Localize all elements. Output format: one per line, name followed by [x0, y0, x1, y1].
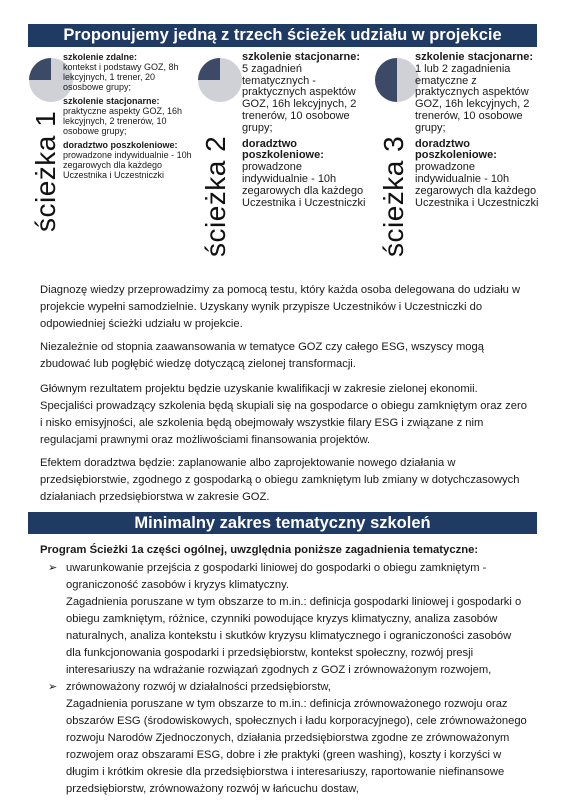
block-title: doradztwo poszkoleniowe:: [242, 137, 324, 162]
path-1-description: [63, 52, 198, 184]
block-title: doradztwo poszkoleniowe:: [415, 137, 497, 162]
top-section-header: Proponujemy jedną z trzech ścieżek udziału w projekcie: [28, 24, 537, 47]
list-item: [48, 679, 528, 798]
block-text: prowadzone indywidualnie - 10h zegarowych dla każdego Uczestnika i Uczestniczki: [63, 150, 192, 180]
arrow-bullet-icon: ➢: [48, 562, 58, 574]
topic-details: Zagadnienia poruszane w tym obszarze to m.in.: definicja zrównoważonego rozwoju oraz obszarów ESG (środowiskowych, społecznych i ładu korporacyjnego), cele zrównoważonego rozwoju Narodów Zjednoczonych, działania przedsiębiorstwa zgodne ze zrównoważonym rozwojem oraz obszarami ESG, dobre i złe praktyki (green washing), koszty i korzyści w długim i krótkim okresie dla przedsiębiorstwa i interesariuszy, raportowanie niefinansowe przedsiębiorstw, zrównoważony rozwój w łańcuchu dostaw,: [66, 698, 527, 795]
path-block: [242, 139, 367, 210]
path-block: [415, 52, 539, 135]
path-block: [242, 52, 367, 135]
pie-filled-slice: [29, 58, 51, 80]
path-2-label: ścieżka 2: [200, 135, 231, 257]
topics-section-header: Minimalny zakres tematyczny szkoleń: [28, 512, 537, 534]
path-block: [415, 139, 539, 210]
path-block: [63, 96, 198, 136]
path-3-pie-icon: [374, 57, 420, 103]
block-text: prowadzone indywidualnie - 10h zegarowych dla każdego Uczestnika i Uczestniczki: [242, 161, 366, 209]
paragraph-diagnosis: Diagnozę wiedzy przeprowadzimy za pomocą testu, który każda osoba delegowana do udziału w projekcie wypełni samodzielnie. Uzyskany wynik przypisze Uczestników i Uczestniczki do odpowiedniej ścieżki udziału w projekcie.: [40, 284, 521, 330]
path-3-label: ścieżka 3: [378, 135, 409, 257]
path-1-label: ścieżka 1: [30, 110, 61, 232]
pie-filled-slice: [198, 58, 220, 80]
block-text: praktyczne aspekty GOZ, 16h lekcyjnych, 2 trenerów, 10 osobowe grupy;: [63, 106, 183, 136]
list-item: [48, 560, 528, 679]
pie-filled-slice: [375, 58, 397, 102]
path-2-pie-icon: [197, 57, 243, 103]
block-title: szkolenie stacjonarne:: [63, 96, 160, 106]
arrow-bullet-icon: ➢: [48, 681, 58, 693]
paragraph-advancement: Niezależnie od stopnia zaawansowania w tematyce GOZ czy całego ESG, wszyscy mogą zbudować lub pogłębić wiedzę dotyczącą zielonej transformacji.: [40, 341, 484, 370]
program-topic-list: [48, 560, 528, 798]
program-heading: Program Ścieżki 1a części ogólnej, uwzględnia poniższe zagadnienia tematyczne:: [40, 544, 479, 556]
path-block: [63, 52, 198, 92]
paragraph-consulting-effect: Efektem doradztwa będzie: zaplanowanie albo zaprojektowanie nowego działania w przedsiębiorstwie, zgodnego z gospodarką o obiegu zamkniętym lub zmiany w dotychczasowych działaniach przedsiębiorstwa w zakresie GOZ.: [40, 457, 520, 503]
path-block: [63, 140, 198, 180]
topic-title: zrównoważony rozwój w działalności przedsiębiorstw,: [66, 681, 331, 693]
block-text: prowadzone indywidualnie - 10h zegarowych dla każdego Uczestnika i Uczestniczki: [415, 161, 539, 209]
block-title: szkolenie stacjonarne:: [242, 51, 360, 63]
block-title: doradztwo poszkoleniowe:: [63, 140, 178, 150]
path-3-description: [415, 52, 539, 213]
block-text: 1 lub 2 zagadnienia ematyczne z praktycznych aspektów GOZ, 16h lekcyjnych, 2 trenerów, 10 osobowe grupy;: [415, 62, 530, 134]
path-2-description: [242, 52, 367, 213]
paragraph-main-result: Głównym rezultatem projektu będzie uzyskanie kwalifikacji w zakresie zielonej ekonomii. Specjaliści prowadzący szkolenia będą skupiali się na gospodarce o obiegu zamkniętym oraz zero i nisko emisyjności, ale szkolenia będą obejmowały wszystkie filary ESG i związane z nim regulacjami prawnymi oraz możliwościami finansowania projektów.: [40, 383, 527, 446]
block-title: szkolenie stacjonarne:: [415, 51, 533, 63]
topic-details: Zagadnienia poruszane w tym obszarze to m.in.: definicja gospodarki liniowej i gospodarki o obiegu zamkniętym, różnice, czynniki powodujące kryzys klimatyczny, analiza zasobów naturalnych, analiza kontekstu i skutków kryzysu klimatycznego i ograniczoności zasobów dla funkcjonowania gospodarki i przedsiębiorstw, kontekst społeczny, rozwój presji interesariuszy na wdrażanie rozwiązań zgodnych z GOZ i zrównoważonym rozwojem,: [66, 596, 522, 676]
block-text: 5 zagadnień tematycznych - praktycznych aspektów GOZ, 16h lekcyjnych, 2 trenerów, 10 osobowe grupy;: [242, 62, 357, 134]
block-text: kontekst i podstawy GOZ, 8h lekcyjnych, 1 trener, 20 ososbowe grupy;: [63, 62, 179, 92]
topic-title: uwarunkowanie przejścia z gospodarki liniowej do gospodarki o obiegu zamkniętym - ograniczoność zasobów i kryzys klimatyczny.: [66, 562, 487, 591]
block-title: szkolenie zdalne:: [63, 52, 138, 62]
